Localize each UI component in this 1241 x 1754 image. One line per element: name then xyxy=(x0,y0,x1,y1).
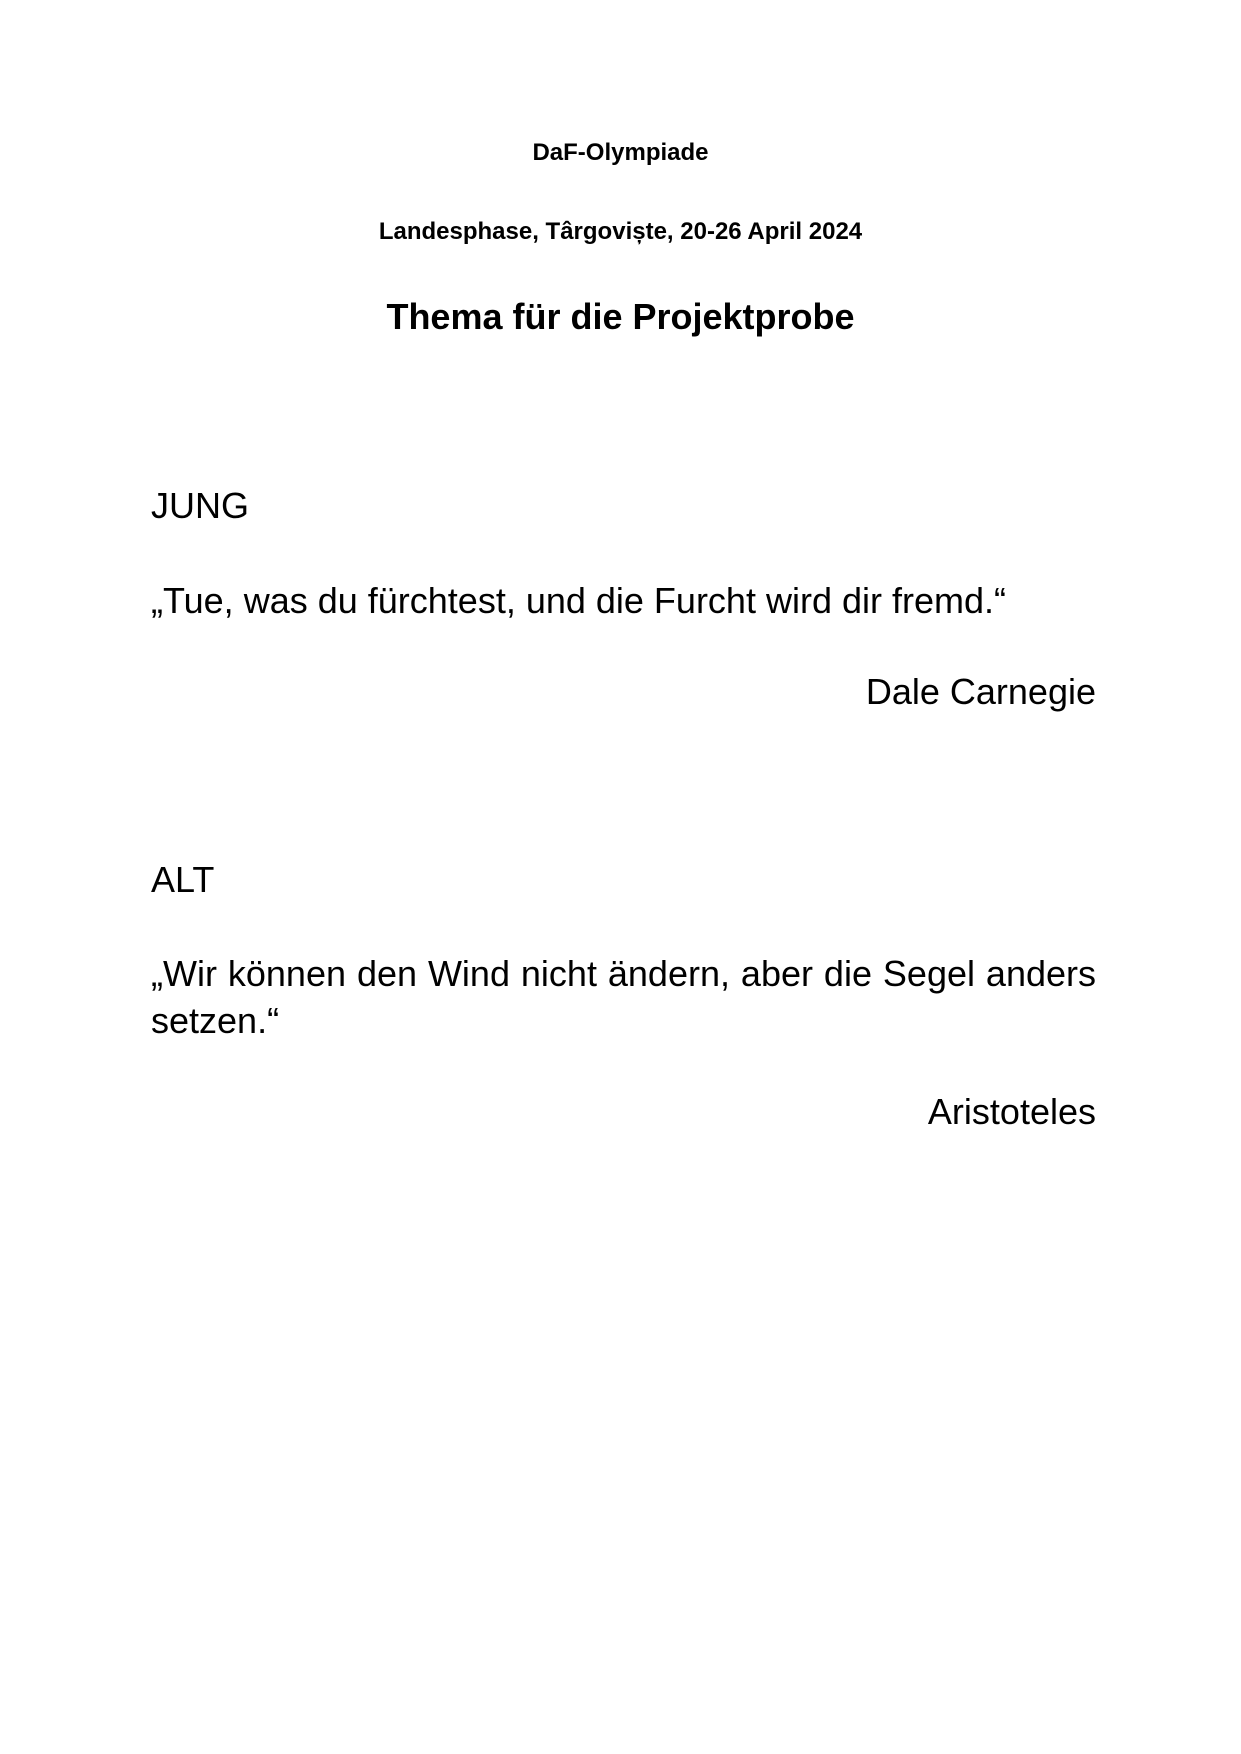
section-label-old: ALT xyxy=(151,859,215,900)
quote-author-young: Dale Carnegie xyxy=(865,671,1096,712)
competition-phase: Landesphase, Târgoviște, 20-26 April 2024 xyxy=(378,218,863,245)
quote-young: „Tue, was du fürchtest, und die Furcht wird dir fremd.“ xyxy=(151,580,1006,621)
section-label-young: JUNG xyxy=(151,485,249,526)
quote-author-old: Aristoteles xyxy=(927,1091,1096,1132)
page-title: Thema für die Projektprobe xyxy=(386,296,855,337)
competition-name: DaF-Olympiade xyxy=(532,139,709,166)
quote-old: „Wir können den Wind nicht ändern, aber die Segel anders setzen.“ xyxy=(151,953,1096,1041)
